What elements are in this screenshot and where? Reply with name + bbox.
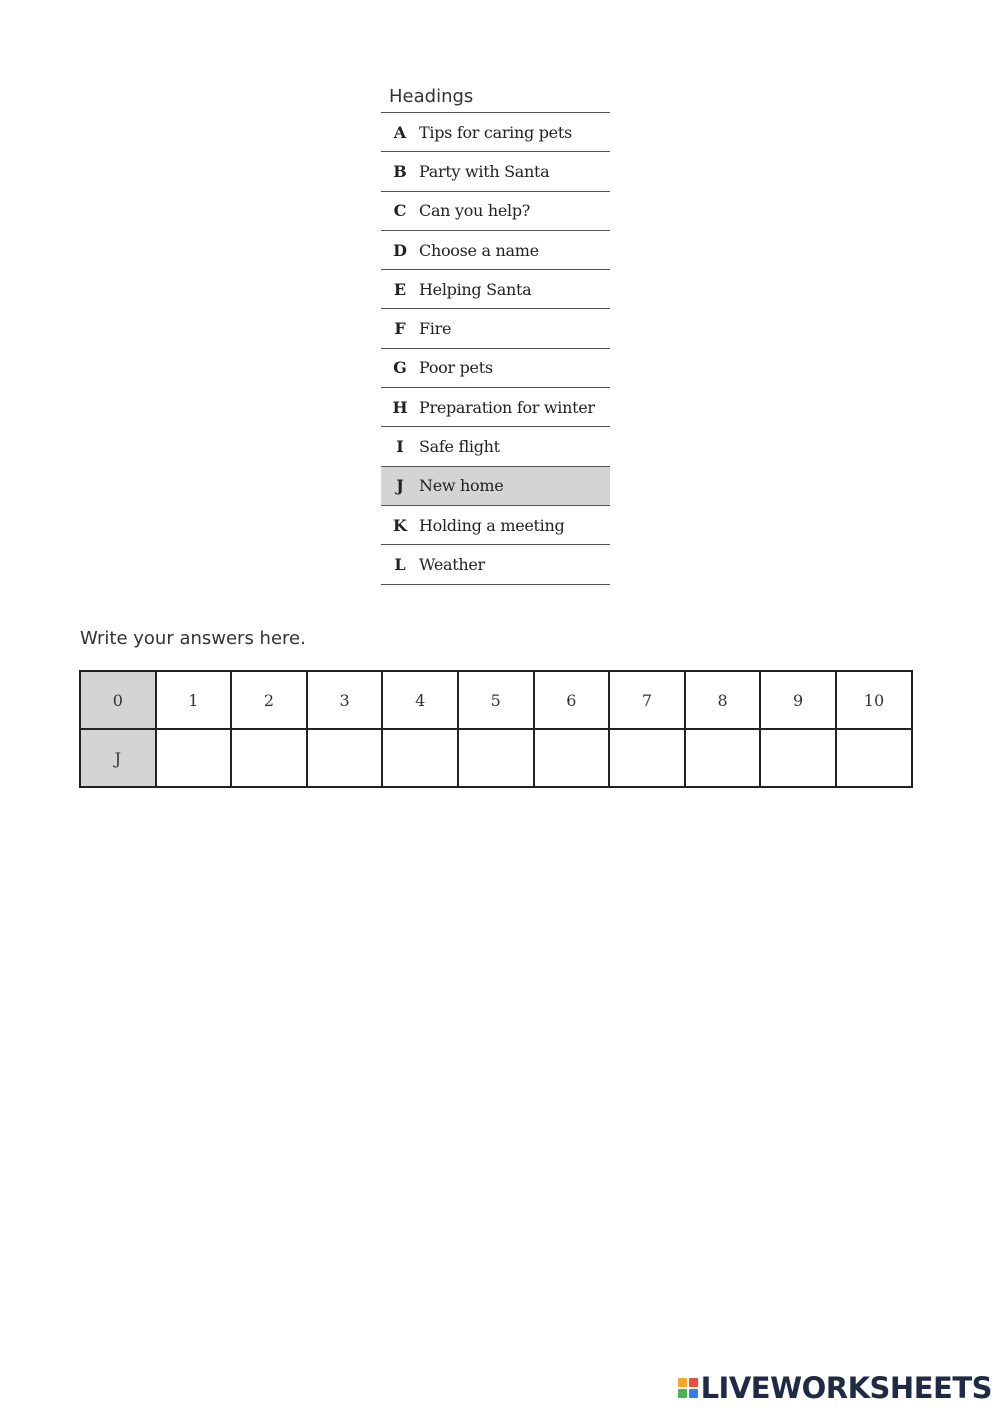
heading-text: New home — [419, 476, 504, 496]
heading-row-g — [381, 349, 610, 388]
answer-input-cell[interactable] — [534, 729, 610, 787]
heading-row-c — [381, 192, 610, 231]
heading-letter: H — [392, 397, 408, 417]
heading-row-k — [381, 506, 610, 545]
heading-row-a — [381, 113, 610, 152]
heading-row-e — [381, 270, 610, 309]
question-number-cell: 2 — [231, 671, 307, 729]
heading-letter: E — [393, 279, 407, 299]
heading-row-j — [381, 467, 610, 506]
logo-block — [689, 1378, 698, 1387]
answer-input-cell[interactable] — [382, 729, 458, 787]
heading-row-f — [381, 309, 610, 348]
question-number-cell: 3 — [307, 671, 383, 729]
heading-row-l — [381, 545, 610, 584]
question-number-cell: 1 — [156, 671, 232, 729]
answer-input-cell[interactable] — [231, 729, 307, 787]
question-number-cell: 6 — [534, 671, 610, 729]
question-number-cell: 10 — [836, 671, 912, 729]
heading-text: Helping Santa — [419, 279, 532, 299]
heading-row-i — [381, 427, 610, 466]
question-number-cell: 0 — [80, 671, 156, 729]
logo-block — [689, 1389, 698, 1398]
answer-input-cell[interactable] — [458, 729, 534, 787]
answers-value-row — [80, 729, 912, 787]
logo-blocks-icon — [678, 1378, 698, 1398]
question-number-cell: 9 — [760, 671, 836, 729]
heading-letter: D — [393, 240, 407, 260]
heading-letter: B — [393, 161, 407, 181]
headings-title: Headings — [381, 84, 610, 113]
heading-text: Tips for caring pets — [419, 122, 572, 142]
liveworksheets-logo — [678, 1371, 992, 1405]
heading-letter: K — [393, 515, 407, 535]
heading-text: Can you help? — [419, 201, 531, 221]
heading-letter: J — [396, 476, 404, 496]
heading-text: Preparation for winter — [419, 397, 595, 417]
heading-text: Poor pets — [419, 358, 493, 378]
question-number-cell: 7 — [609, 671, 685, 729]
question-number-cell: 8 — [685, 671, 761, 729]
heading-letter: I — [396, 437, 404, 457]
answers-table — [79, 670, 913, 788]
question-number-cell: 4 — [382, 671, 458, 729]
heading-letter: F — [394, 319, 406, 339]
heading-text: Weather — [419, 554, 485, 574]
heading-letter: C — [393, 201, 407, 221]
heading-text: Fire — [419, 319, 452, 339]
heading-text: Choose a name — [419, 240, 539, 260]
heading-row-h — [381, 388, 610, 427]
heading-row-b — [381, 152, 610, 191]
answer-input-cell[interactable] — [836, 729, 912, 787]
heading-text: Party with Santa — [419, 161, 550, 181]
answer-input-cell[interactable] — [307, 729, 383, 787]
answers-number-row — [80, 671, 912, 729]
answer-input-cell[interactable] — [685, 729, 761, 787]
answer-input-cell[interactable] — [760, 729, 836, 787]
logo-block — [678, 1378, 687, 1387]
heading-letter: G — [393, 358, 407, 378]
heading-text: Safe flight — [419, 437, 500, 457]
heading-letter: A — [393, 122, 407, 142]
headings-list — [381, 84, 610, 585]
logo-block — [678, 1389, 687, 1398]
heading-row-d — [381, 231, 610, 270]
logo-text: LIVEWORKSHEETS — [700, 1371, 992, 1405]
question-number-cell: 5 — [458, 671, 534, 729]
example-answer-cell: J — [80, 729, 156, 787]
answer-input-cell[interactable] — [156, 729, 232, 787]
heading-text: Holding a meeting — [419, 515, 565, 535]
answer-input-cell[interactable] — [609, 729, 685, 787]
heading-letter: L — [394, 554, 406, 574]
answers-label: Write your answers here. — [80, 628, 306, 649]
